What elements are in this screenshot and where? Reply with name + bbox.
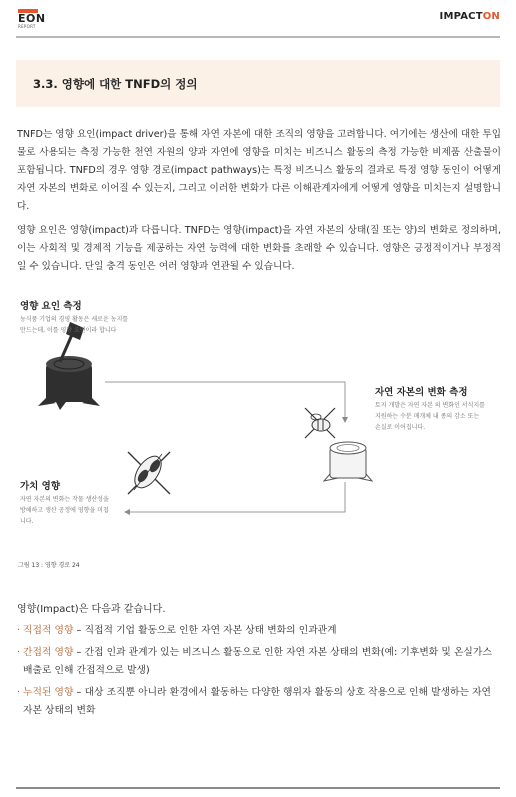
list-item — [17, 622, 501, 640]
impact-term: 간접적 영향 — [23, 647, 74, 658]
footer-divider — [16, 787, 500, 789]
eon-report-logo — [18, 9, 58, 29]
value-description-line2: 방해하고 생산 공정에 영향을 미칩 — [20, 507, 109, 514]
impact-term: 직접적 영향 — [23, 625, 74, 636]
impact-description: – 간접 인과 관계가 있는 비즈니스 활동으로 인한 자연 자본 상태의 변화(예: 기후변화 및 온실가스 배출로 인해 간접적으로 발생) — [23, 647, 492, 676]
bullet-dot: · — [17, 687, 21, 698]
change-description-line3: 손실로 이어집니다. — [375, 424, 426, 431]
change-description-line1: 토지 개발은 자연 자본 의 변화인 서식지를 — [375, 402, 485, 409]
logo-eon-text: EON — [18, 12, 46, 25]
section-title-box — [16, 60, 500, 107]
impact-intro: 영향(Impact)은 다음과 같습니다. — [17, 604, 166, 615]
change-title: 자연 자본의 변화 측정 — [375, 387, 468, 398]
change-description-line2: 지원하는 수분 매개체 내 종의 감소 또는 — [375, 413, 480, 420]
driver-description-line1: 농식품 기업의 경영 활동은 새로운 농지를 — [20, 316, 129, 323]
impact-description: – 대상 조직뿐 아니라 환경에서 활동하는 다양한 행위자 활동의 상호 작용으로 인해 발생하는 자연 자본 상태의 변화 — [23, 687, 492, 716]
logo-report-text: REPORT — [18, 24, 36, 29]
impact-description: – 직접적 기업 활동으로 인한 자연 자본 상태 변화의 인과관계 — [73, 625, 337, 636]
driver-description-line2: 만드는데, 이를 영향 요인이라 합니다 — [20, 327, 117, 334]
bullet-dot: · — [17, 647, 21, 658]
crossed-crop-icon — [128, 452, 170, 494]
logo-on-text: ON — [482, 11, 500, 22]
connector-arrow-2 — [125, 482, 345, 512]
header-divider — [16, 36, 500, 38]
paragraph-impact-drivers: TNFD는 영향 요인(impact driver)을 통해 자연 자본에 대한 조직의 영향을 고려합니다. 여기에는 생산에 대한 투입물로 사용되는 측정 가능한 천연 자원의 양과 자연에 영향을 미치는 비즈니스 활동의 측정 가능한 비제품 산출물이 포함됩니다. TNFD의 경우 영향 경로(impact pathways)는 특정 비즈니스 활동의 결과로 특정 영향 동인이 어떻게 자연 자본의 변화로 이어질 수 있는지, 그리고 이러한 변화가 다른 이해관계자에게 어떻게 영향을 미치는지 설명합니다. — [17, 129, 501, 212]
connector-arrow-1 — [105, 382, 345, 422]
value-description-line3: 니다. — [20, 518, 34, 525]
value-description-line1: 자연 자본의 변화는 작물 생산성을 — [20, 496, 109, 503]
section-title: 3.3. 영향에 대한 TNFD의 정의 — [33, 77, 198, 91]
impact-on-logo — [440, 11, 500, 22]
logo-impact-text: IMPACT — [439, 11, 483, 22]
impact-pathway-diagram — [0, 290, 516, 530]
value-title: 가치 영향 — [20, 481, 61, 492]
driver-title: 영향 요인 측정 — [20, 301, 82, 312]
list-item — [17, 644, 501, 680]
page-header — [0, 0, 516, 36]
figure-caption: 그림 13 : 영향 경로 24 — [18, 562, 80, 569]
bullet-dot: · — [17, 625, 21, 636]
light-stump-icon — [324, 442, 372, 481]
crossed-bee-icon — [305, 408, 335, 438]
impact-term: 누적된 영향 — [23, 687, 74, 698]
impact-list — [17, 622, 501, 724]
paragraph-impact-definition: 영향 요인은 영향(impact)과 다릅니다. TNFD는 영향(impact)을 자연 자본의 상태(질 또는 양)의 변화로 정의하며, 이는 사회적 및 경제적 기능을 제공하는 자연 능력에 대한 변화를 초래할 수 있습니다. 영향은 긍정적이거나 부정적일 수 있습니다. 단일 충격 동인은 여러 영향과 연관될 수 있습니다. — [17, 225, 501, 272]
list-item — [17, 684, 501, 720]
